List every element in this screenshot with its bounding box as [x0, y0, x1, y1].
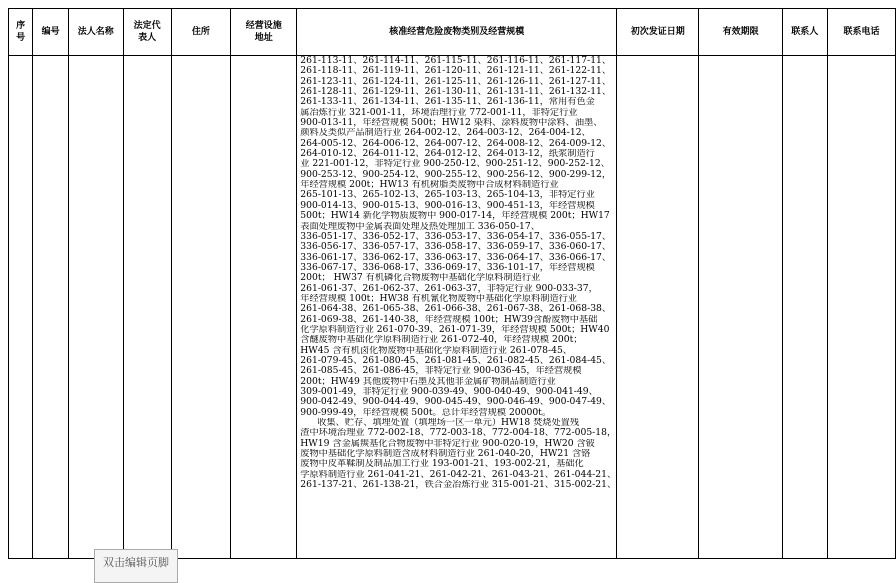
table-row [9, 56, 896, 559]
text-line: 261-079-45、261-080-45、261-081-45、261-082-45、261-084-45、 [300, 355, 612, 366]
header-row [9, 9, 896, 56]
text-line: 261-137-21、261-138-21，铁合金冶炼行业 315-001-21、315-002-21、 [300, 480, 617, 491]
text-line: 900-999-49，年经营规模 500t。总计年经营规模 20000t。 [300, 407, 552, 418]
cell-number[interactable] [33, 56, 69, 559]
text-line: 261-085-45、261-086-45，非特定行业 900-036-45，年经营规模 [300, 366, 582, 377]
cell-first-issue-date[interactable] [617, 56, 699, 559]
text-line: 业 221-001-12，非特定行业 900-250-12、900-251-12、900-252-12、 [300, 159, 610, 170]
waste-scope-text [297, 56, 616, 558]
text-line: 属冶炼行业 321-001-11，环境治理行业 772-001-11，非特定行业 [300, 107, 578, 118]
cell-validity[interactable] [699, 56, 782, 559]
text-line: 309-001-49，非特定行业 900-039-49、900-040-49、900-041-49、 [300, 387, 598, 397]
text-line: 264-010-12、264-011-12、264-012-12、264-013-12，纸浆制造行 [300, 149, 595, 160]
text-line: 900-014-13、900-015-13、900-016-13、900-451-13，年经营规模 [300, 200, 595, 211]
text-line: 废物中基础化学原料制造含成材料制造行业 261-040-20，HW21 含铬 [300, 449, 591, 460]
text-line: 261-128-11、261-129-11、261-130-11、261-131-11、261-132-11、 [300, 87, 612, 98]
footer-edit-tooltip: 双击编辑页脚 [94, 549, 178, 583]
text-line: 336-051-17、336-052-17、336-053-17、336-054-17、336-055-17、 [300, 231, 612, 242]
header-first-issue-date: 初次发证日期 [617, 9, 699, 56]
cell-contact[interactable] [782, 56, 827, 559]
text-line: 含醚废物中基础化学原料制造行业 261-072-40，年经营规模 200t； [300, 335, 583, 346]
text-line: 渣中环境治理业 772-002-18、772-003-18、772-004-18、772-005-18， [300, 428, 617, 439]
text-line: 261-123-11、261-124-11、261-125-11、261-126-11、261-127-11、 [300, 76, 612, 87]
cell-legal-name[interactable] [68, 56, 123, 559]
header-legal-name: 法人名称 [68, 9, 123, 56]
text-line: 261-064-38、261-065-38、261-066-38、261-067-38、261-068-38、 [300, 304, 612, 315]
header-number: 编号 [33, 9, 69, 56]
text-line: 200t； HW37 有机磷化合物废物中基础化学原料制造行业 [300, 273, 541, 284]
header-facility-address: 经营设施 地址 [231, 9, 297, 56]
text-line: 废物中皮革鞣制及制品加工行业 193-001-21、193-002-21，基础化 [300, 459, 584, 470]
text-line: 261-118-11、261-119-11、261-120-11、261-121-11、261-122-11、 [300, 66, 612, 77]
cell-legal-rep[interactable] [123, 56, 171, 559]
cell-address[interactable] [171, 56, 230, 559]
text-line: 900-042-49、900-044-49、900-045-49、900-046-49、900-047-49、 [300, 397, 612, 408]
text-line: 261-113-11、261-114-11、261-115-11、261-116-11、261-117-11、 [300, 56, 612, 66]
header-validity: 有效期限 [699, 9, 782, 56]
text-line: 500t；HW14 新化学物质废物中 900-017-14，年经营规模 200t；HW17 [300, 211, 610, 222]
cell-facility-address[interactable] [231, 56, 297, 559]
text-line: 264-005-12、264-006-12、264-007-12、264-008-12、264-009-12、 [300, 138, 612, 149]
text-line: 265-101-13、265-102-13、265-103-13、265-104-13，非特定行业 [300, 190, 595, 201]
text-line: 261-133-11、261-134-11、261-135-11、261-136-11，常用有色金 [300, 97, 595, 108]
text-line: HW45 含有机卤化物废物中基础化学原料制造行业 261-078-45、 [300, 345, 572, 356]
text-line: 学原料制造行业 261-041-21、261-042-21、261-043-21、261-044-21、 [300, 469, 617, 480]
header-waste-scope: 核准经营危险废物类别及经营规模 [297, 9, 617, 56]
text-line: 336-067-17、336-068-17、336-069-17、336-101-17，年经营规模 [300, 262, 595, 273]
cell-seq[interactable] [9, 56, 33, 559]
text-line: 年经营规模 200t；HW13 有机树脂类废物中合成材料制造行业 [300, 180, 559, 191]
text-line: 261-061-37、261-062-37、261-063-37，非特定行业 900-033-37， [300, 283, 598, 294]
text-line: 年经营规模 100t；HW38 有机氰化物废物中基础化学原料制造行业 [300, 293, 577, 304]
text-line: 900-013-11，年经营规模 500t；HW12 染料、涂料废物中涂料、油墨、 [300, 118, 603, 129]
text-line: 200t；HW49 其他废物中石墨及其他非金属矿物制品制造行业 [300, 376, 556, 387]
text-line: 表面处理废物中金属表面处理及热处理加工 336-050-17、 [300, 221, 540, 232]
text-line: 336-056-17、336-057-17、336-058-17、336-059-17、336-060-17、 [300, 242, 612, 253]
text-line: HW19 含金属羰基化合物废物中非特定行业 900-020-19，HW20 含铍 [300, 438, 595, 449]
text-line: 颜料及类似产品制造行业 264-002-12、264-003-12、264-004-12、 [300, 128, 591, 139]
text-line: 收集、贮存、填埋处置（填埋场一区一单元）HW18 焚烧处置残 [317, 418, 580, 429]
cell-phone[interactable] [827, 56, 895, 559]
header-legal-rep: 法定代 表人 [123, 9, 171, 56]
text-line: 900-253-12、900-254-12、900-255-12、900-256-12、900-299-12， [300, 169, 612, 180]
text-line: 261-069-38、261-140-38，年经营规模 100t；HW39含酚废物中基础 [300, 314, 598, 325]
text-line: 化学原料制造行业 261-070-39、261-071-39，年经营规模 500t；HW40 [300, 324, 610, 335]
header-contact: 联系人 [782, 9, 827, 56]
header-phone: 联系电话 [827, 9, 895, 56]
license-table [8, 8, 896, 559]
cell-waste-scope[interactable] [297, 56, 617, 559]
text-line: 336-061-17、336-062-17、336-063-17、336-064-17、336-066-17、 [300, 252, 612, 263]
header-address: 住所 [171, 9, 230, 56]
header-seq: 序 号 [9, 9, 33, 56]
